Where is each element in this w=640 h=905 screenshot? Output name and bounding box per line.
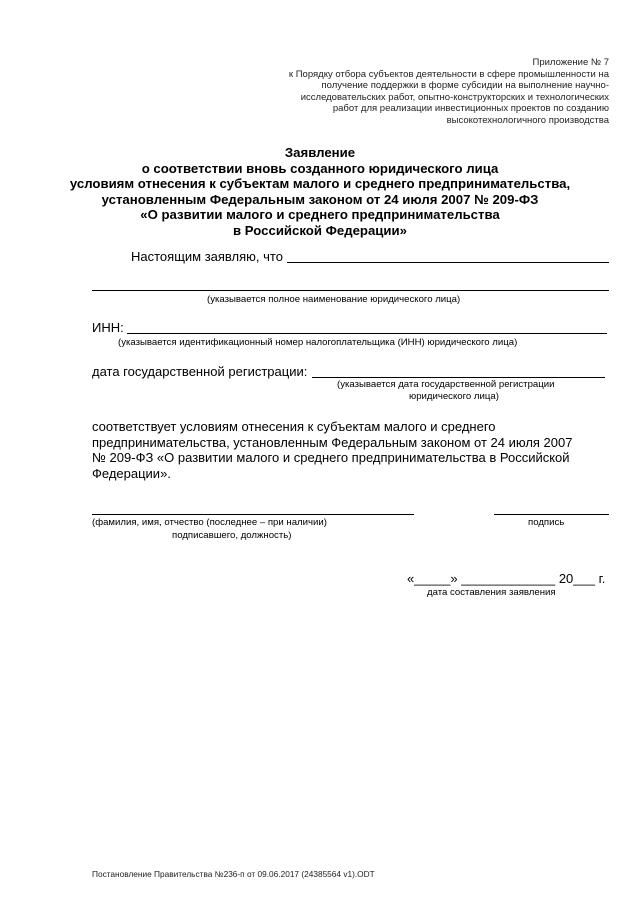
title-line: установленным Федеральным законом от 24 июля 2007 № 209-ФЗ bbox=[101, 191, 539, 207]
fio-field-line[interactable] bbox=[92, 514, 414, 515]
paragraph-line: Федерации». bbox=[92, 465, 171, 481]
entity-name-caption: (указывается полное наименование юридического лица) bbox=[207, 294, 461, 305]
registration-date-field-line[interactable] bbox=[312, 377, 605, 378]
appendix-line: исследовательских работ, опытно-конструкторских и технологических bbox=[300, 91, 609, 103]
entity-name-field-line-2[interactable] bbox=[92, 290, 609, 291]
appendix-line: высокотехнологичного производства bbox=[446, 114, 609, 126]
title-line: в Российской Федерации» bbox=[233, 222, 407, 238]
signature-caption: подпись bbox=[528, 517, 565, 528]
fio-caption-2: подписавшего, должность) bbox=[172, 530, 292, 541]
title-line: «О развитии малого и среднего предпринимательства bbox=[140, 207, 500, 223]
title-line: о соответствии вновь созданного юридического лица bbox=[141, 160, 499, 176]
paragraph-line: предпринимательства, установленным Федеральным законом от 24 июля 2007 bbox=[92, 434, 573, 450]
inn-label: ИНН: bbox=[92, 320, 124, 335]
declaration-intro: Настоящим заявляю, что bbox=[131, 249, 283, 264]
registration-label: дата государственной регистрации: bbox=[92, 364, 308, 379]
entity-name-field-line-1[interactable] bbox=[287, 262, 609, 263]
application-date-field[interactable]: «_____» _____________ 20___ г. bbox=[407, 571, 606, 586]
appendix-line: работ для реализации инвестиционных проектов по созданию bbox=[332, 103, 609, 115]
title-line: Заявление bbox=[284, 145, 356, 160]
appendix-line: Приложение № 7 bbox=[532, 57, 609, 68]
application-date-caption: дата составления заявления bbox=[427, 587, 556, 598]
registration-caption-1: (указывается дата государственной регистрации bbox=[337, 379, 555, 390]
appendix-note bbox=[249, 57, 609, 127]
inn-caption: (указывается идентификационный номер налогоплательщика (ИНН) юридического лица) bbox=[118, 337, 518, 348]
page-footer: Постановление Правительства №236-п от 09.06.2017 (24385564 v1).ODT bbox=[92, 869, 375, 879]
registration-caption-2: юридического лица) bbox=[409, 391, 499, 402]
signature-field-line[interactable] bbox=[494, 514, 609, 515]
appendix-line: к Порядку отбора субъектов деятельности в сфере промышленности на bbox=[288, 68, 609, 80]
appendix-line: получение поддержки в форме субсидии на выполнение научно- bbox=[321, 80, 609, 92]
paragraph-line: соответствует условиям отнесения к субъектам малого и среднего bbox=[92, 419, 496, 434]
compliance-paragraph bbox=[92, 419, 612, 481]
document-title bbox=[60, 145, 580, 239]
fio-caption-1: (фамилия, имя, отчество (последнее – при наличии) bbox=[92, 517, 327, 528]
title-line: условиям отнесения к субъектам малого и среднего предпринимательства, bbox=[69, 176, 571, 192]
paragraph-line: № 209-ФЗ «О развитии малого и среднего предпринимательства в Российской bbox=[92, 450, 570, 466]
inn-field-line[interactable] bbox=[127, 333, 607, 334]
